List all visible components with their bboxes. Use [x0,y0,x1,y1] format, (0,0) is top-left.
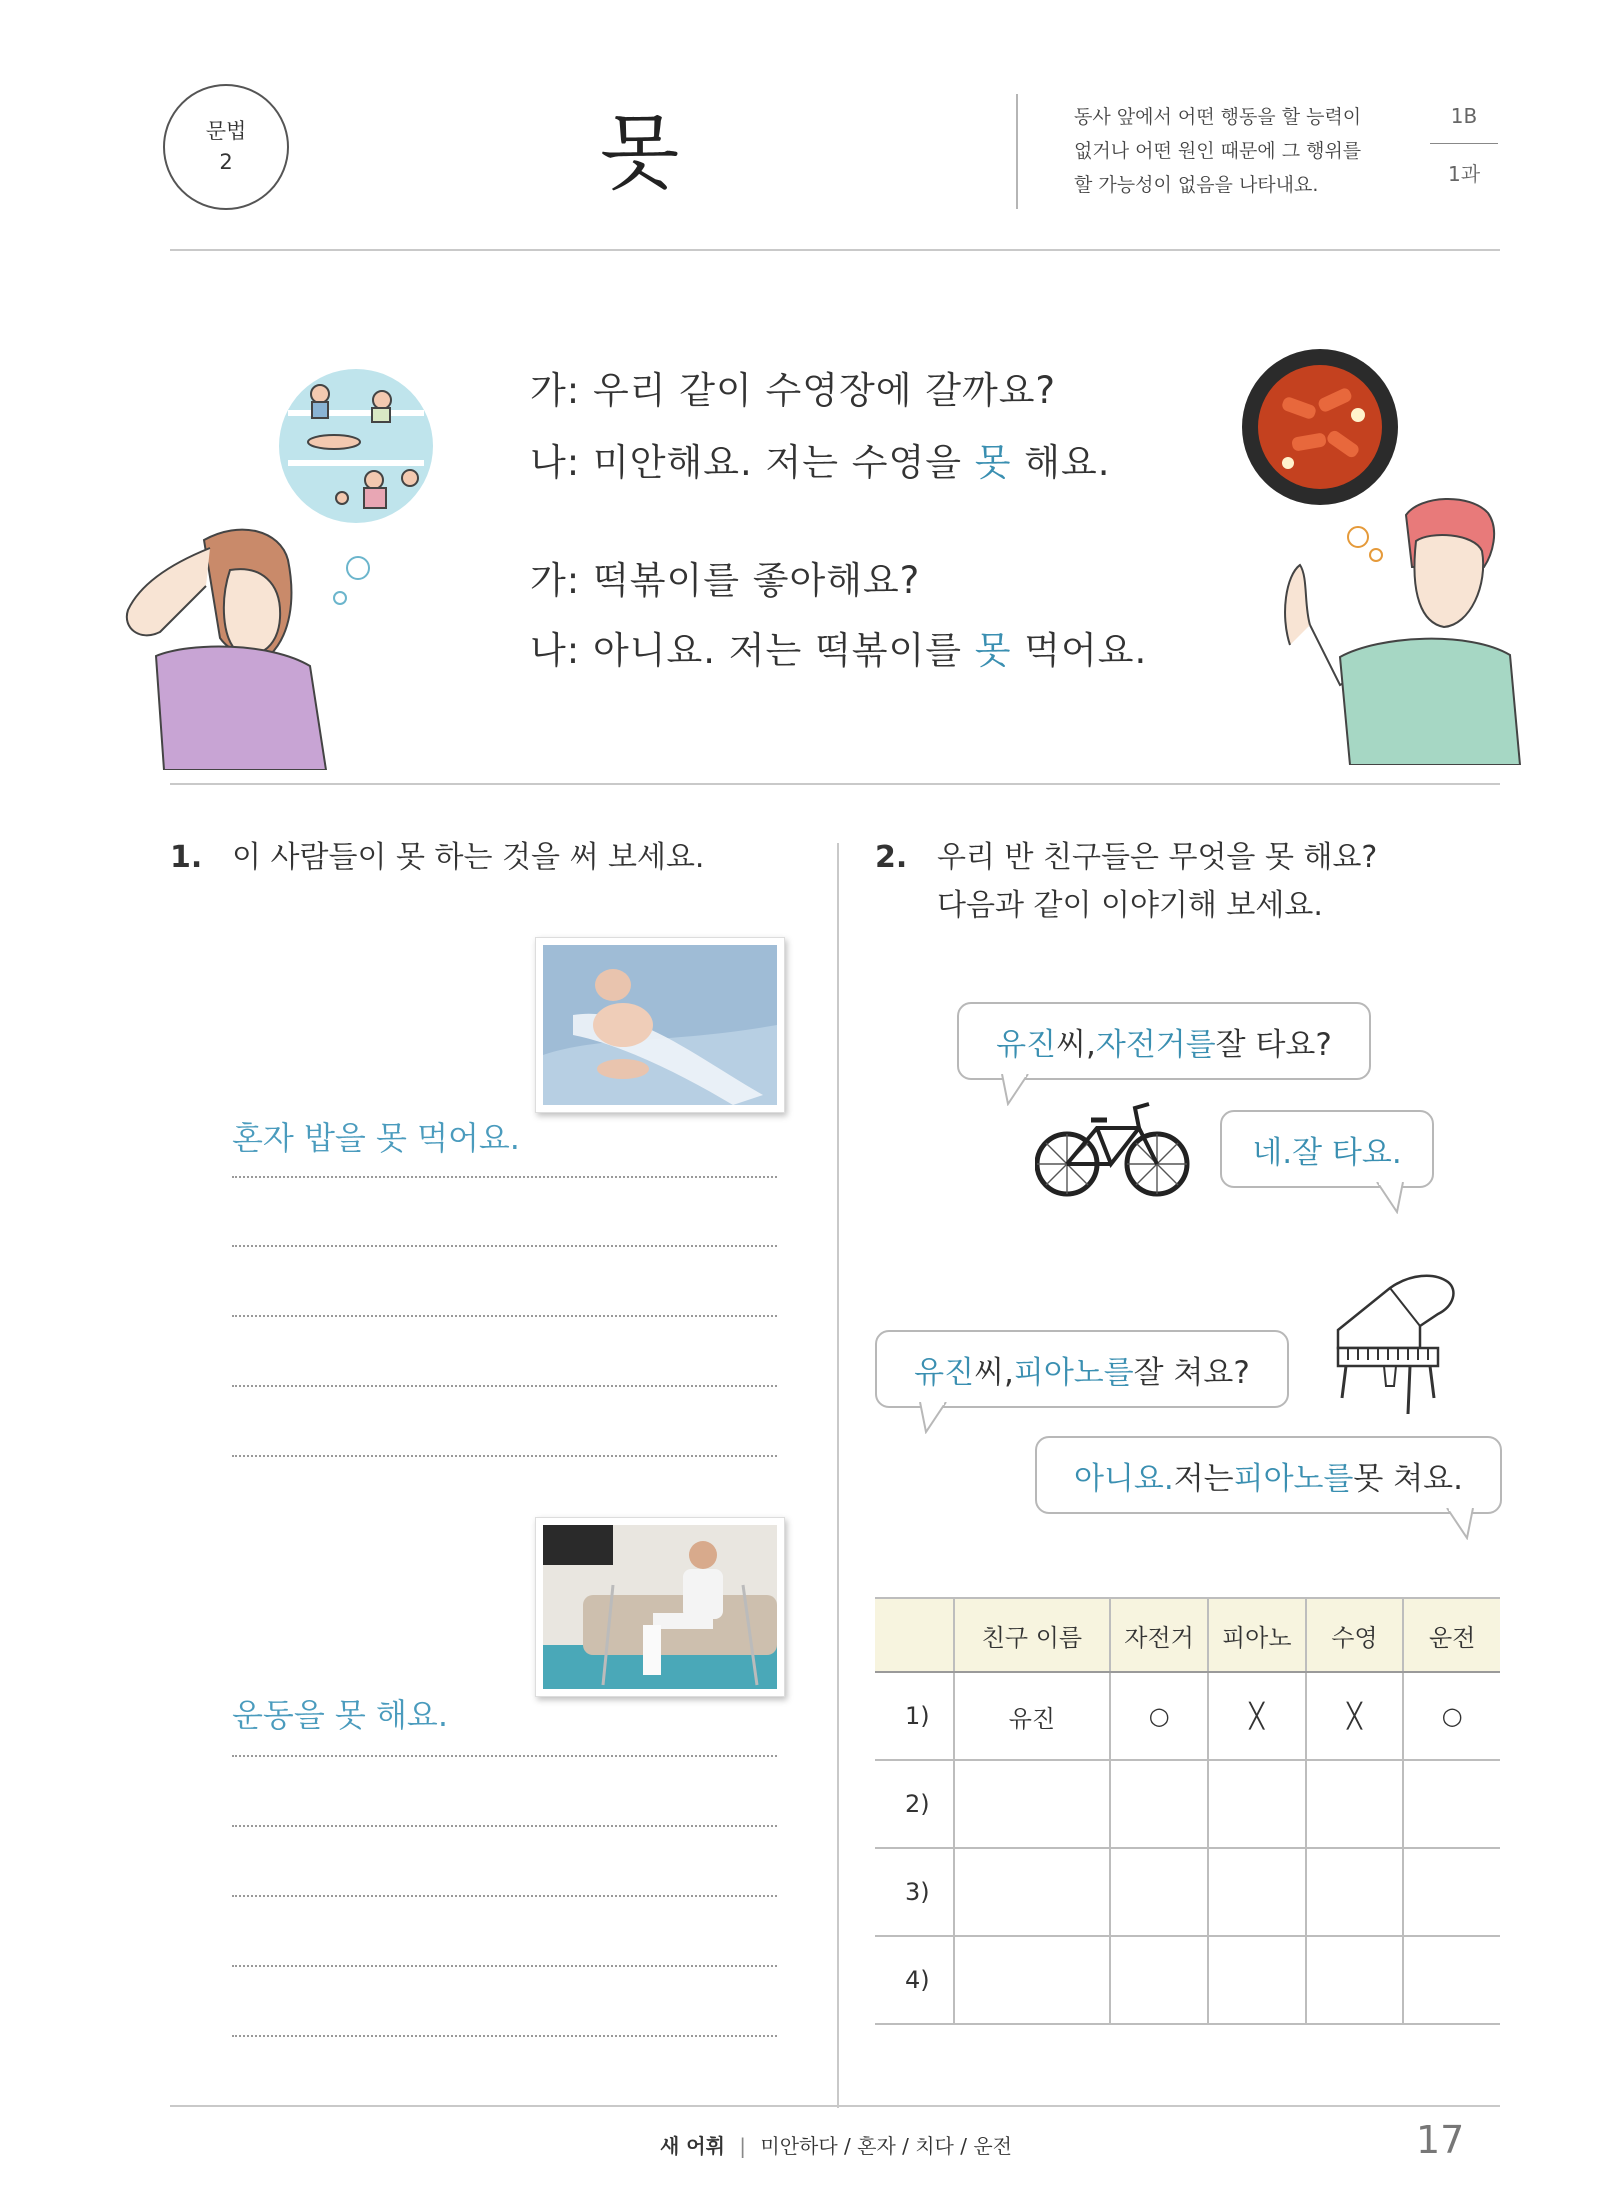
vocab-label: 새 어휘 [660,2134,725,2158]
dialogue-line-4 [530,620,1147,674]
grammar-badge [163,84,289,210]
bicycle-icon [1035,1098,1190,1198]
man-thinking-illustration [1230,345,1530,765]
table-header-empty [875,1598,954,1672]
row-number: 4) [875,1936,954,2024]
woman-thinking-illustration [120,360,440,770]
answer-line[interactable] [232,1895,777,1897]
mark-cell[interactable] [1403,1848,1500,1936]
level-label: 1B [1450,104,1478,128]
lesson-label: 1과 [1447,162,1481,186]
mark-cell[interactable]: ○ [1403,1672,1500,1760]
footer-rule [170,2105,1500,2107]
answer-line[interactable] [232,1825,777,1827]
exercise-1-instruction: 이 사람들이 못 하는 것을 써 보세요. [232,840,705,875]
friend-name-cell[interactable] [954,1760,1111,1848]
bubble-tail [1000,1074,1030,1106]
table-row [875,1936,1500,2024]
dialogue-text: 해요. [1011,441,1111,484]
table-header-piano: 피아노 [1208,1598,1306,1672]
dialogue-text: 떡볶이를 좋아해요? [592,559,921,602]
friend-name-cell[interactable] [954,1936,1111,2024]
bubble-tail [1445,1508,1475,1540]
speaker-ga: 가: [530,369,581,412]
header-divider [1016,94,1018,209]
row-number: 2) [875,1760,954,1848]
dialogue-text: 미안해요. 저는 수영을 [592,441,975,484]
bubble-tail [918,1402,948,1434]
mark-cell[interactable] [1306,1760,1404,1848]
badge-label: 문법 [205,118,247,143]
dialogue-text: 먹어요. [1011,629,1148,672]
injured-man-photo [535,1517,785,1697]
table-row [875,1760,1500,1848]
level-divider [1430,143,1498,144]
baby-photo [535,937,785,1113]
exercise-1-answer-2: 운동을 못 해요. [232,1696,448,1734]
answer-line[interactable] [232,1385,777,1387]
friend-name-cell[interactable] [954,1848,1111,1936]
friends-ability-table [875,1597,1500,2025]
answer-line[interactable] [232,1965,777,1967]
speech-bubble-question-bicycle: 유진 씨, 자전거를 잘 타요? [957,1002,1371,1080]
new-vocabulary [660,2130,1012,2159]
highlight-mot: 못 [974,629,1012,672]
vocab-words: 미안하다 / 혼자 / 치다 / 운전 [760,2134,1012,2158]
mark-cell[interactable] [1403,1760,1500,1848]
table-header-name: 친구 이름 [954,1598,1111,1672]
mark-cell[interactable] [1208,1760,1306,1848]
mark-cell[interactable] [1110,1760,1208,1848]
table-row [875,1672,1500,1760]
dialogue-text: 우리 같이 수영장에 갈까요? [592,369,1057,412]
answer-line[interactable] [232,1245,777,1247]
badge-number: 2 [219,150,233,174]
dialogue-line-3 [530,550,920,604]
exercise-2-number: 2. [875,840,908,875]
answer-line [232,1755,777,1757]
exercise-1-number: 1. [170,840,203,875]
dialogue-line-2 [530,432,1110,486]
speaker-na: 나: [530,441,581,484]
answer-line[interactable] [232,2035,777,2037]
page-title: 못 [600,106,680,201]
vocab-separator: | [739,2134,747,2158]
header-rule [170,249,1500,251]
table-row [875,1848,1500,1936]
mark-cell[interactable] [1110,1848,1208,1936]
row-number: 3) [875,1848,954,1936]
mark-cell[interactable]: ╳ [1306,1672,1404,1760]
exercise-2-instruction: 우리 반 친구들은 무엇을 못 해요? 다음과 같이 이야기해 보세요. [937,840,1378,923]
dialogue-text: 아니요. 저는 떡볶이를 [592,629,975,672]
mark-cell[interactable] [1208,1848,1306,1936]
table-header-bicycle: 자전거 [1110,1598,1208,1672]
speech-bubble-answer-piano: 아니요. 저는 피아노를 못 쳐요. [1035,1436,1502,1514]
speaker-na: 나: [530,629,581,672]
column-divider [837,843,839,2108]
grammar-description: 동사 앞에서 어떤 행동을 할 능력이 없거나 어떤 원인 때문에 그 행위를 할 가능성이 없음을 나타내요. [1074,106,1362,196]
mark-cell[interactable] [1403,1936,1500,2024]
table-header-driving: 운전 [1403,1598,1500,1672]
answer-line[interactable] [232,1455,777,1457]
page-number: 17 [1416,2118,1465,2162]
table-header-row [875,1598,1500,1672]
bubble-tail [1375,1182,1405,1214]
mark-cell[interactable] [1306,1936,1404,2024]
exercise-1-answer-1: 혼자 밥을 못 먹어요. [232,1119,520,1157]
mark-cell[interactable] [1208,1936,1306,2024]
answer-line [232,1176,777,1178]
mark-cell[interactable] [1306,1848,1404,1936]
answer-line[interactable] [232,1315,777,1317]
mark-cell[interactable]: ○ [1110,1672,1208,1760]
row-number: 1) [875,1672,954,1760]
speech-bubble-question-piano: 유진 씨, 피아노를 잘 쳐요? [875,1330,1289,1408]
table-header-swimming: 수영 [1306,1598,1404,1672]
speaker-ga: 가: [530,559,581,602]
dialogue-line-1 [530,360,1056,414]
piano-icon [1330,1268,1460,1418]
section-rule [170,783,1500,785]
mark-cell[interactable]: ╳ [1208,1672,1306,1760]
friend-name-cell[interactable]: 유진 [954,1672,1111,1760]
highlight-mot: 못 [974,441,1012,484]
speech-bubble-answer-bicycle: 네. 잘 타요. [1220,1110,1434,1188]
mark-cell[interactable] [1110,1936,1208,2024]
